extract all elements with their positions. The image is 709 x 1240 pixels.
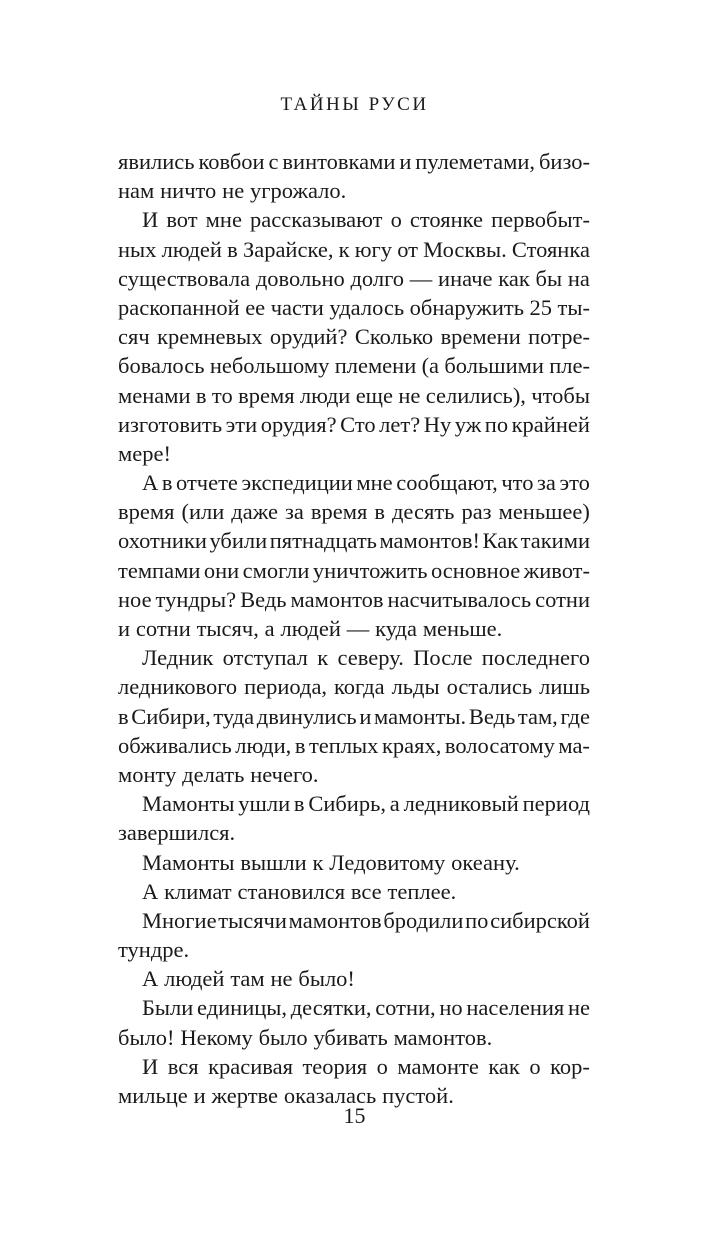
text-line: ных людей в Зарайске, к югу от Москвы. Стоянка bbox=[118, 236, 590, 262]
text-line: мере! bbox=[118, 440, 171, 466]
text-line: в Сибири, туда двинулись и мамонты. Ведь там, где bbox=[118, 703, 590, 729]
text-line: бовалось небольшому племени (а большими пле- bbox=[118, 353, 590, 379]
text-line: Многие тысячи мамонтов бродили по сибирской bbox=[142, 907, 590, 933]
text-line: Мамонты вышли к Ледовитому океану. bbox=[142, 849, 520, 875]
page-number: 15 bbox=[343, 1103, 366, 1128]
text-line: изготовить эти орудия? Сто лет? Ну уж по крайней bbox=[118, 411, 590, 437]
text-line: и сотни тысяч, а людей — куда меньше. bbox=[118, 616, 503, 641]
text-line: темпами они смогли уничтожить основное живот- bbox=[118, 557, 590, 583]
text-line: ное тундры? Ведь мамонтов насчитывалось сотни bbox=[118, 586, 590, 612]
text-line: И вся красивая теория о мамонте как о кор- bbox=[142, 1053, 590, 1079]
text-line: тундре. bbox=[118, 937, 190, 963]
text-line: обживались люди, в теплых краях, волосатому ма- bbox=[118, 732, 590, 758]
text-line: охотники убили пятнадцать мамонтов! Как такими bbox=[118, 528, 590, 554]
body-text bbox=[118, 147, 590, 1110]
running-head-title: ТАЙНЫ РУСИ bbox=[280, 94, 429, 115]
text-line: монту делать нечего. bbox=[118, 761, 319, 787]
text-line: А людей там не было! bbox=[142, 966, 355, 992]
text-line: время (или даже за время в десять раз меньшее) bbox=[118, 499, 590, 525]
text-line: раскопанной ее части удалось обнаружить 25 ты- bbox=[118, 294, 590, 320]
text-line: А климат становился все теплее. bbox=[142, 878, 457, 904]
text-line: Мамонты ушли в Сибирь, а ледниковый период bbox=[142, 791, 590, 817]
text-line: завершился. bbox=[118, 820, 236, 846]
text-line: сяч кремневых орудий? Сколько времени потре- bbox=[118, 324, 590, 350]
text-line: существовала довольно долго — иначе как бы на bbox=[118, 265, 590, 291]
text-line: ледникового периода, когда льды остались лишь bbox=[118, 674, 590, 700]
text-line: явились ковбои с винтовками и пулеметами, бизо- bbox=[118, 149, 590, 174]
text-line: было! Некому было убивать мамонтов. bbox=[118, 1024, 493, 1050]
text-line: А в отчете экспедиции мне сообщают, что за это bbox=[142, 470, 590, 496]
text-line: мильце и жертве оказалась пустой. bbox=[118, 1083, 454, 1108]
text-line: менами в то время люди еще не селились), чтобы bbox=[118, 382, 590, 408]
text-line: нам ничто не угрожало. bbox=[118, 178, 347, 204]
text-line: Были единицы, десятки, сотни, но населения не bbox=[142, 995, 590, 1021]
text-line: Ледник отступал к северу. После последнего bbox=[142, 645, 590, 671]
text-line: И вот мне рассказывают о стоянке первобыт- bbox=[142, 207, 590, 233]
